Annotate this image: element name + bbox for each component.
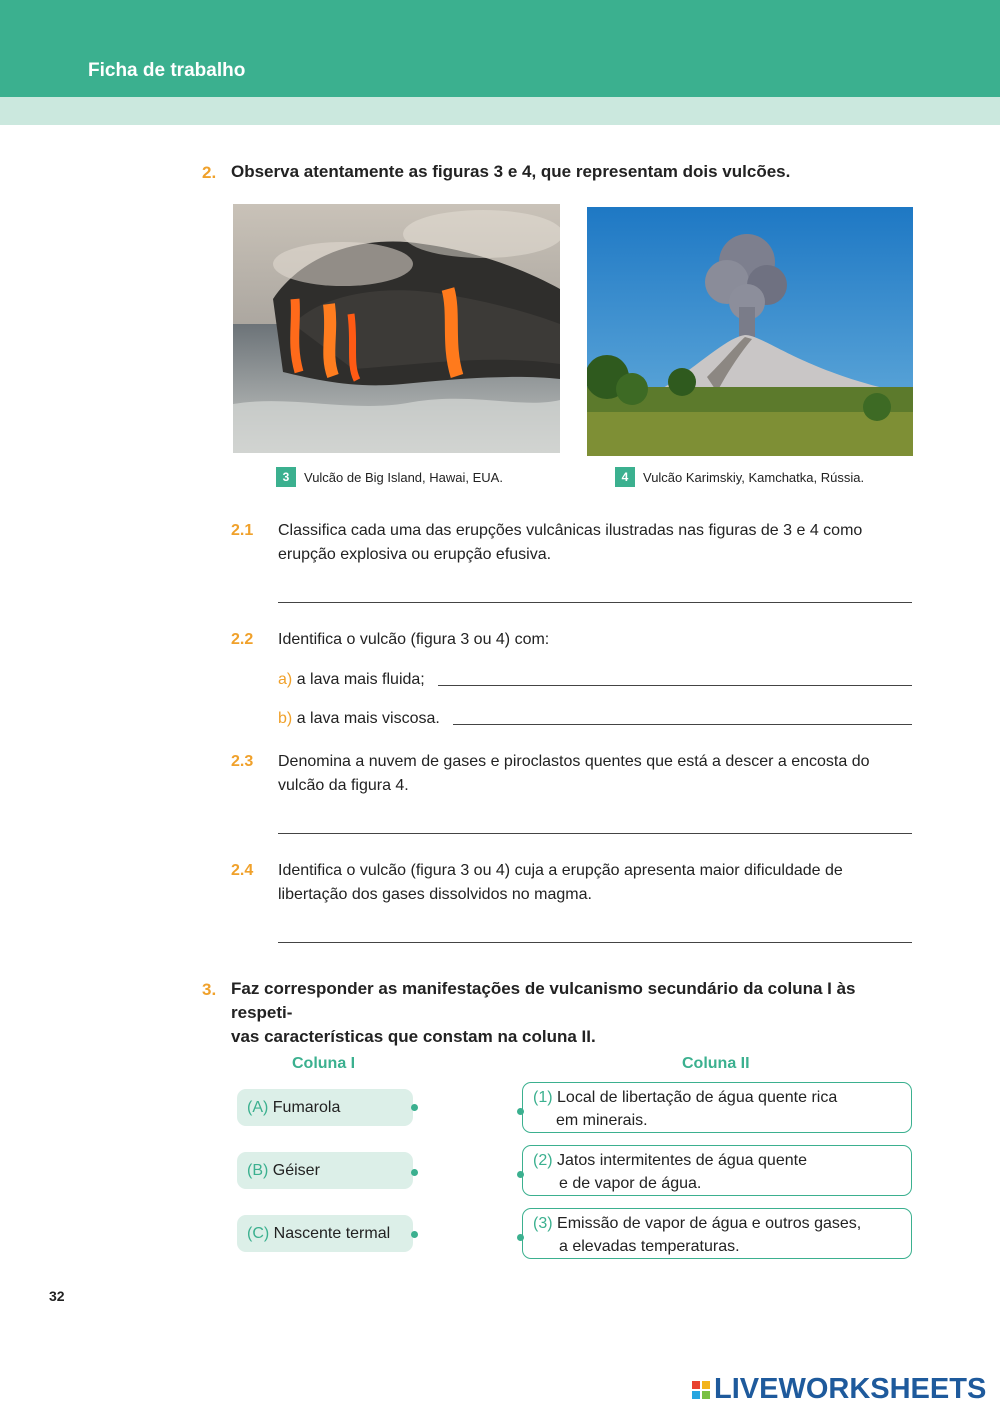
question-2-1-text [278,519,918,567]
question-2-2-b-text: a lava mais viscosa. [296,710,440,727]
question-2-text: Observa atentamente as figuras 3 e 4, que representam dois vulcões. [231,162,791,181]
question-3-text [231,977,921,1049]
match-dot-b[interactable] [411,1169,418,1176]
figure-4-caption-text: Vulcão Karimskiy, Kamchatka, Rússia. [643,469,865,485]
column-2-item-3-line-1: Emissão de vapor de água e outros gases, [557,1215,862,1232]
question-2-number: 2. [202,163,217,182]
question-2-2-b [278,707,440,731]
question-2-2-a [278,668,425,692]
question-2-2-text: Identifica o vulcão (figura 3 ou 4) com: [278,631,550,648]
column-1-item-b-label: (B) [247,1161,269,1179]
question-2-3-text [278,750,918,798]
question-2-1-number: 2.1 [231,522,254,539]
match-dot-c[interactable] [411,1231,418,1238]
column-2-item-1[interactable] [522,1082,912,1133]
question-2-1-line-1: Classifica cada uma das erupções vulcânicas ilustradas nas figuras de 3 e 4 como [278,522,863,539]
header-bar [0,0,1000,97]
column-2-item-1-label: (1) [533,1089,553,1106]
question-2-2-a-text: a lava mais fluida; [296,671,425,688]
column-2-item-1-line-1: Local de libertação de água quente rica [557,1089,838,1106]
question-2-3-line-1: Denomina a nuvem de gases e piroclastos quentes que está a descer a encosta do [278,753,870,770]
column-2-item-2-line-2: e de vapor de água. [559,1175,702,1192]
question-2-4-line-2: libertação dos gases dissolvidos no magma. [278,886,592,903]
column-1-item-c-text: Nascente termal [273,1224,391,1242]
column-1-item-c-label: (C) [247,1224,270,1242]
question-2-4-number: 2.4 [231,862,254,879]
page-title: Ficha de trabalho [88,60,246,81]
figure-3-number: 3 [276,467,296,487]
header-strip [0,97,1000,125]
question-2-3-line-2: vulcão da figura 4. [278,777,409,794]
figure-3-image [233,204,560,453]
figure-4-number: 4 [615,467,635,487]
match-dot-a[interactable] [411,1104,418,1111]
question-2-4-text [278,859,918,907]
column-2-item-3-line-2: a elevadas temperaturas. [559,1238,740,1255]
figure-4-caption [615,467,864,487]
question-3-line-1: Faz corresponder as manifestações de vulcanismo secundário da coluna I às respeti- [231,979,856,1022]
column-1-item-b[interactable] [237,1152,413,1189]
answer-line-2-4[interactable] [278,942,912,943]
column-1-title: Coluna I [292,1055,356,1072]
brand-text: LIVEWORKSHEETS [714,1373,987,1405]
column-2-item-3-label: (3) [533,1215,553,1232]
question-2-2-a-label: a) [278,671,293,688]
question-2-2-number: 2.2 [231,631,254,648]
column-1-item-a-label: (A) [247,1098,269,1116]
question-2-1-line-2: erupção explosiva ou erupção efusiva. [278,546,552,563]
brand-logo [692,1373,986,1406]
figure-3-caption [276,467,503,487]
question-3-number: 3. [202,980,217,999]
brand-icon [692,1381,710,1399]
figure-4-image [587,207,913,456]
column-2-item-2-label: (2) [533,1152,553,1169]
column-2-title: Coluna II [682,1055,750,1072]
answer-line-2-2-b[interactable] [453,724,912,725]
question-2-3-number: 2.3 [231,753,254,770]
column-2-item-3[interactable] [522,1208,912,1259]
column-2-item-1-line-2: em minerais. [556,1112,648,1129]
question-2-4-line-1: Identifica o vulcão (figura 3 ou 4) cuja a erupção apresenta maior dificuldade de [278,862,843,879]
column-2-item-2-line-1: Jatos intermitentes de água quente [557,1152,807,1169]
figure-3-caption-text: Vulcão de Big Island, Hawai, EUA. [304,469,503,485]
question-2-2-b-label: b) [278,710,293,727]
answer-line-2-2-a[interactable] [438,685,912,686]
answer-line-2-3[interactable] [278,833,912,834]
question-3-line-2: vas características que constam na coluna II. [231,1027,596,1046]
column-1-item-b-text: Géiser [272,1161,320,1179]
column-1-item-a-text: Fumarola [272,1098,341,1116]
answer-line-2-1[interactable] [278,602,912,603]
column-1-item-a[interactable] [237,1089,413,1126]
column-2-item-2[interactable] [522,1145,912,1196]
column-1-item-c[interactable] [237,1215,413,1252]
page-number: 32 [49,1288,65,1304]
